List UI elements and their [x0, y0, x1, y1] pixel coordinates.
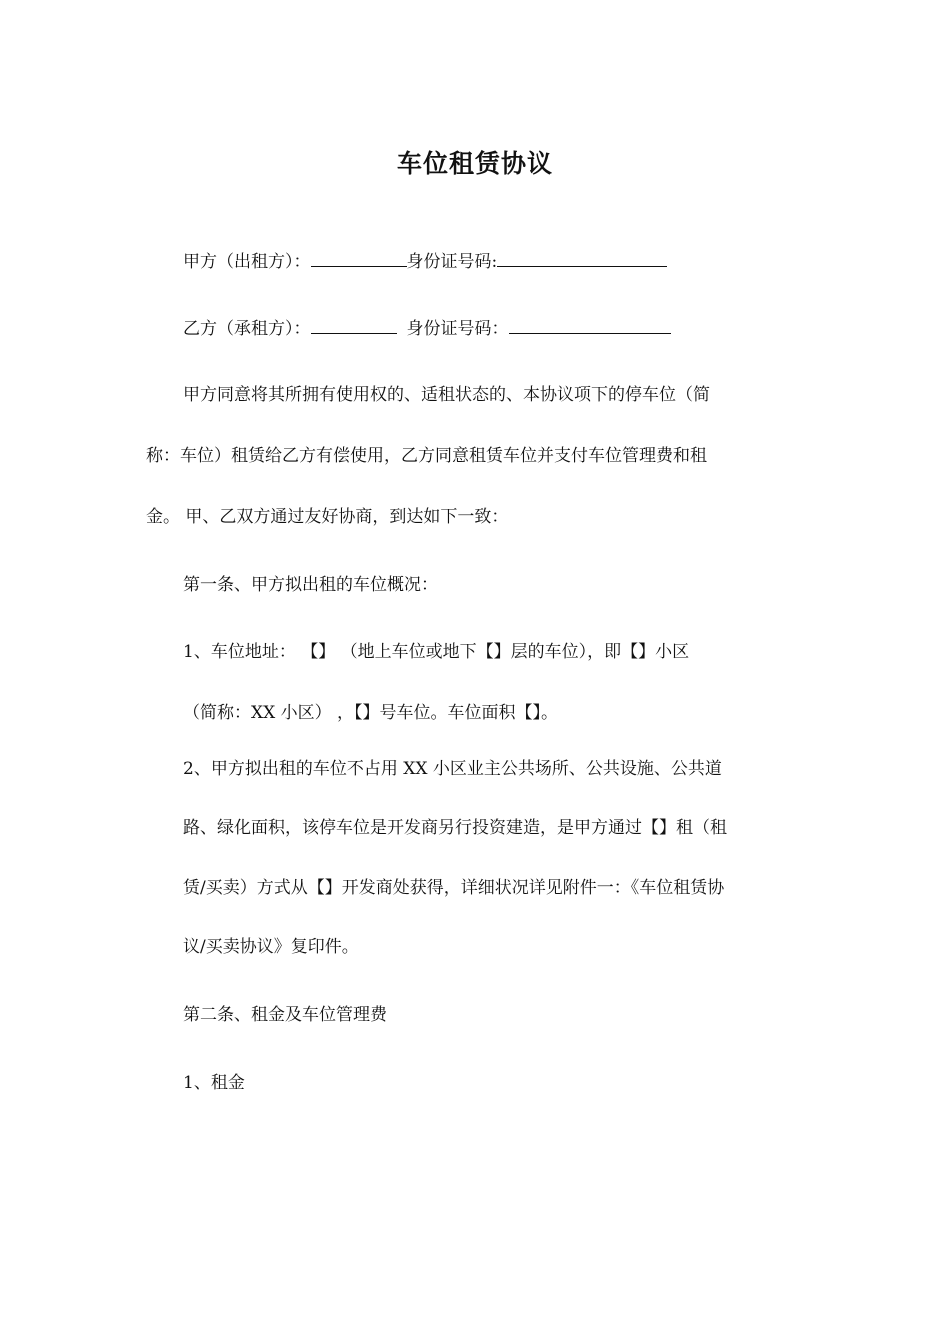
party-a-label: 甲方（出租方）：: [183, 252, 311, 272]
article-1-item-2-line-4: 议/买卖协议》复印件。: [183, 937, 359, 957]
article-2-heading: 第二条、租金及车位管理费: [183, 1005, 387, 1025]
party-a-id-blank: [497, 248, 667, 267]
party-a-id-label: 身份证号码:: [406, 252, 498, 272]
party-b-name-blank: [311, 315, 397, 334]
article-1-item-2-line-3: 赁/买卖）方式从【】开发商处获得，详细状况详见附件一：《车位租赁协: [183, 878, 725, 898]
party-b-line: [183, 315, 671, 341]
party-b-label: 乙方（承租方）：: [183, 319, 311, 339]
party-a-name-blank: [311, 248, 407, 267]
intro-line-2: 称：车位）租赁给乙方有偿使用，乙方同意租赁车位并支付车位管理费和租: [146, 446, 707, 466]
intro-line-3: 金。 甲、乙双方通过友好协商，到达如下一致：: [146, 507, 509, 527]
article-2-item-1: 1、租金: [183, 1073, 245, 1093]
article-1-item-2-line-2: 路、绿化面积，该停车位是开发商另行投资建造，是甲方通过【】租（租: [183, 818, 727, 838]
article-1-item-2-line-1: 2、甲方拟出租的车位不占用 XX 小区业主公共场所、公共设施、公共道: [183, 759, 722, 779]
party-b-id-blank: [509, 315, 671, 334]
article-1-item-1-line-2: （简称：XX 小区） ，【】号车位。车位面积【】。: [183, 703, 559, 723]
party-a-line: [183, 248, 667, 274]
article-1-heading: 第一条、甲方拟出租的车位概况：: [183, 575, 438, 595]
intro-line-1: 甲方同意将其所拥有使用权的、适租状态的、本协议项下的停车位（简: [183, 385, 710, 405]
document-title: 车位租赁协议: [396, 149, 553, 178]
party-b-id-label: 身份证号码：: [406, 319, 509, 339]
article-1-item-1-line-1: 1、车位地址： 【】 （地上车位或地下【】层的车位），即【】小区: [183, 642, 690, 662]
